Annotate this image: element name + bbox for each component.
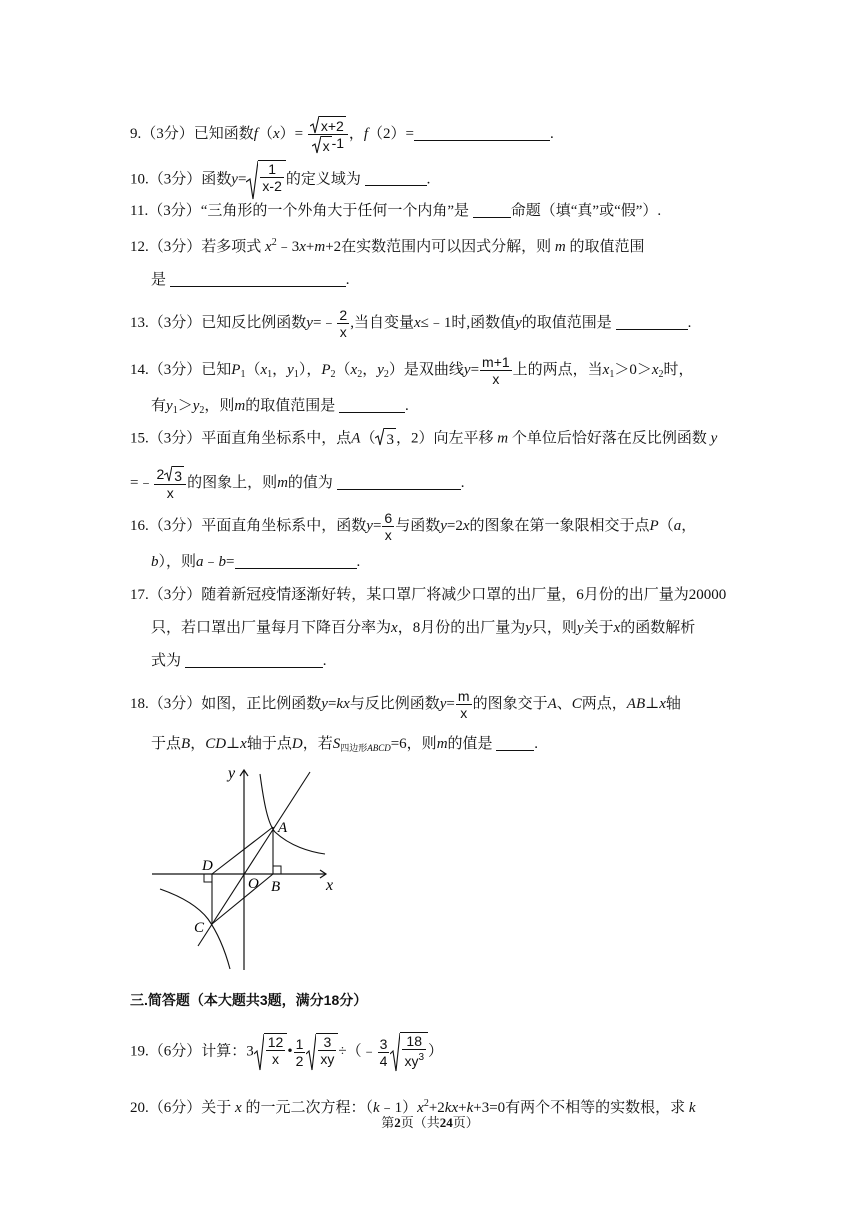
question-17-line2: 只，若口罩出厂量每月下降百分率为x，8月份的出厂量为y只，则y关于x的函数解析 — [151, 620, 696, 636]
answer-blank[interactable] — [339, 397, 405, 413]
question-15-line2: =﹣ 2 3 x 的图象上，则m的值为 . — [130, 466, 465, 502]
question-15: 15.（3分）平面直角坐标系中，点A（ 3 ，2）向左平移 m 个单位后恰好落在反比例函数 y — [130, 428, 732, 450]
question-18: 18.（3分）如图，正比例函数y=kx与反比例函数y= $\frac{m}{x}$ 的图象交于A、C两点，AB⊥x轴 — [130, 688, 681, 721]
question-18-line2: 于点B，CD⊥x轴于点D，若$S_{四边形ABCD}=6$，则m的值是 . — [151, 736, 539, 753]
origin-label: O — [248, 876, 259, 892]
answer-blank[interactable] — [170, 271, 346, 287]
question-16: 16.（3分）平面直角坐标系中，函数y= $\frac{6}{x}$ 与函数y=2x的图象在第一象限相交于点P（a， — [130, 510, 697, 543]
question-17: 17.（3分）随着新冠疫情逐渐好转，某口罩厂将减少口罩的出厂量，6月份的出厂量为20000 — [130, 587, 727, 603]
point-a-label: A — [278, 820, 288, 836]
question-10: 10.（3分）函数y= $\frac{1}{x-2}$ 的定义域为 . — [130, 160, 732, 200]
answer-blank[interactable] — [365, 170, 427, 186]
page-footer: 第2页（共24页） — [381, 1115, 479, 1130]
question-13: 13.（3分）已知反比例函数y=﹣ $\frac{2}{x}$ ,当自变量x≤﹣1时,函数值y的取值范围是 . — [130, 307, 692, 340]
answer-blank[interactable] — [616, 314, 688, 330]
question-12: 12.（3分）若多项式 $x^2﹣3x+m+2$在实数范围内可以因式分解，则 m 的取值范围 — [130, 237, 645, 255]
answer-blank[interactable] — [496, 735, 534, 751]
question-12-line2: 是 . — [151, 272, 350, 288]
point-d-label: D — [202, 858, 213, 874]
answer-blank[interactable] — [414, 125, 550, 141]
function-graph-figure — [150, 764, 350, 974]
question-14: 14.（3分）已知$P_1(x_1$，$y_1$），$P_2(x_2$，$y_2$）是双曲线y= $\frac{m+1}{x}$ 上的两点，当$x_1>0>x_2$时， — [130, 354, 694, 387]
question-16-line2: b），则a﹣b= . — [151, 554, 361, 570]
y-axis-label: y — [228, 765, 236, 782]
answer-blank[interactable] — [473, 202, 511, 218]
answer-blank[interactable] — [235, 553, 357, 569]
x-axis — [152, 870, 326, 878]
question-20: 20.（6分）关于 x 的一元二次方程：$(k﹣1)x^2+2kx+k+3=0$有两个不相等的实数根，求 k — [130, 1098, 696, 1116]
question-19: 19.（6分）计算：3 $\frac{12}{x}$ • $\frac{1}{2}$ $\frac{3}{xy}$ ÷（﹣ $\frac{3}{4}$ $\frac{18}{xy^3}$ ） — [130, 1032, 732, 1072]
question-14-line2: 有$y_1>y_2$，则m的取值范围是 . — [151, 398, 409, 416]
answer-blank[interactable] — [337, 474, 461, 490]
question-17-line3: 式为 . — [151, 653, 327, 669]
x-axis-label: x — [326, 877, 334, 894]
proportional-line — [198, 772, 310, 946]
fraction: x+2 x -1 — [308, 116, 348, 154]
question-9: 9.（3分）已知函数f（x）= x+2 x -1 ，f（2）= . — [130, 116, 732, 154]
point-b-label: B — [271, 879, 281, 895]
question-11: 11.（3分）“三角形的一个外角大于任何一个内角”是 命题（填“真”或“假”）. — [130, 203, 662, 219]
answer-blank[interactable] — [185, 652, 323, 668]
section-heading: 三.简答题（本大题共3题，满分18分） — [130, 992, 368, 1008]
hyperbola-branch-upper — [260, 774, 325, 854]
point-c-label: C — [194, 920, 205, 936]
